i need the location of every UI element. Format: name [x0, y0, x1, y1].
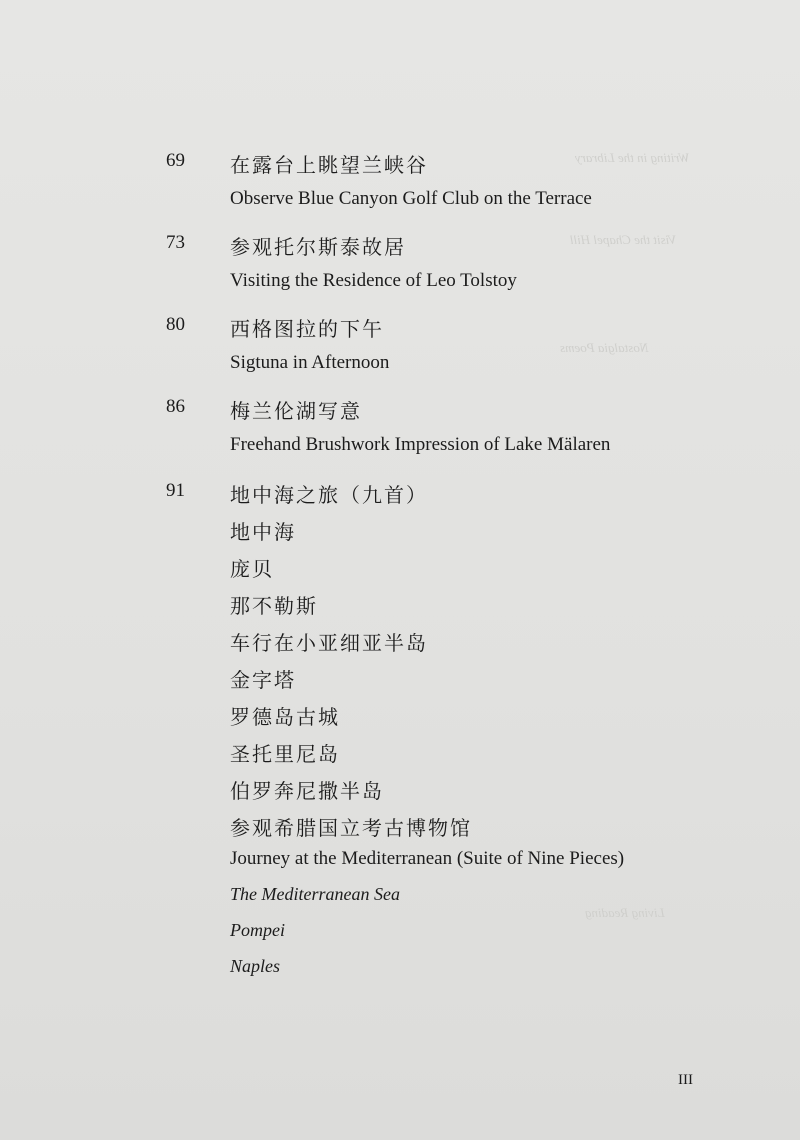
toc-title-english: Observe Blue Canyon Golf Club on the Terrace [230, 188, 592, 209]
suite-piece-english: Pompei [230, 920, 285, 940]
suite-piece-chinese: 地中海 [230, 522, 296, 544]
show-through-text: Nostalgia Poems [560, 340, 649, 355]
toc-title-english: Sigtuna in Afternoon [230, 352, 390, 373]
toc-page-number: 80 [166, 314, 185, 335]
suite-piece-english: Naples [230, 956, 281, 976]
toc-page-number: 86 [166, 396, 185, 417]
show-through-text: Visit the Chapel Hill [570, 232, 677, 247]
suite-piece-chinese: 庞贝 [230, 559, 274, 581]
suite-piece-chinese: 圣托里尼岛 [230, 744, 340, 766]
toc-page-number: 73 [166, 232, 185, 253]
suite-piece-chinese: 那不勒斯 [230, 596, 318, 618]
toc-page-number: 69 [166, 150, 185, 171]
toc-title-english: Freehand Brushwork Impression of Lake Mälaren [230, 434, 611, 455]
suite-title-chinese: 地中海之旅（九首） [230, 485, 428, 507]
suite-piece-chinese: 车行在小亚细亚半岛 [230, 633, 428, 655]
toc-title-chinese: 参观托尔斯泰故居 [230, 237, 406, 259]
toc-title-chinese: 梅兰伦湖写意 [230, 401, 362, 423]
toc-title-chinese: 西格图拉的下午 [230, 319, 384, 341]
suite-piece-chinese: 罗德岛古城 [230, 707, 340, 729]
toc-page-number: 91 [166, 480, 185, 501]
page-folio: III [678, 1072, 693, 1088]
suite-piece-chinese: 伯罗奔尼撒半岛 [230, 781, 384, 803]
toc-title-chinese: 在露台上眺望兰峡谷 [230, 155, 428, 177]
suite-piece-english: The Mediterranean Sea [230, 884, 400, 904]
suite-piece-chinese: 参观希腊国立考古博物馆 [230, 818, 472, 840]
suite-title-english: Journey at the Mediterranean (Suite of Nine Pieces) [230, 848, 625, 869]
suite-piece-chinese: 金字塔 [230, 670, 296, 692]
show-through-text: Living Reading [585, 905, 665, 920]
show-through-text: Writing in the Library [575, 150, 690, 165]
toc-title-english: Visiting the Residence of Leo Tolstoy [230, 270, 517, 291]
